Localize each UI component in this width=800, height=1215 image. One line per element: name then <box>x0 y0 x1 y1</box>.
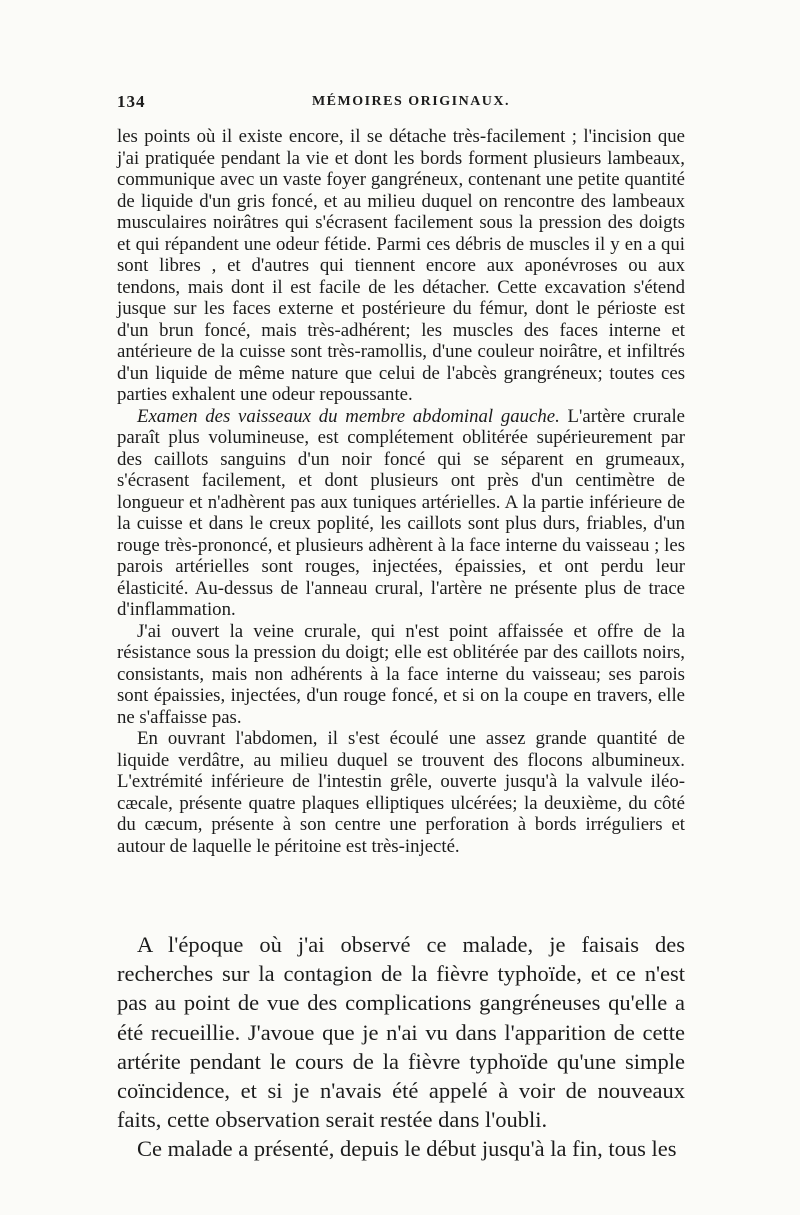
section-heading: Examen des vaisseaux du membre abdominal gauche. <box>137 405 560 427</box>
observation-paragraph: A l'époque où j'ai observé ce malade, je faisais des recherches sur la contagion de la fièvre typhoïde, et ce n'est pas au point de vue des complications gangréneuses qu'elle a été recueillie. J'avoue que je n'ai vu dans l'apparition de cette artérite pendant le cours de la fièvre typhoïde qu'une simple coïncidence, et si je n'avais été appelé à voir de nouveaux faits, cette observation serait restée dans l'oubli. <box>117 932 685 1133</box>
running-head: MÉMOIRES ORIGINAUX. <box>311 94 511 109</box>
large-text-block <box>117 930 685 1164</box>
continuation-paragraph: Ce malade a présenté, depuis le début jusqu'à la fin, tous les <box>137 1136 677 1162</box>
small-text-block <box>117 126 685 857</box>
vessels-text: L'artère crurale paraît plus volumineuse, est complétement oblitérée supérieurement par des caillots sanguins d'un noir foncé qui se séparent en grumeaux, s'écrasent facilement, et dont plusieurs ont près d'un centimètre de longueur et n'adhèrent pas aux tuniques artérielles. A la partie inférieure de la cuisse et dans le creux poplité, les caillots sont plus durs, friables, d'un rouge très-prononcé, et plusieurs adhèrent à la face interne du vaisseau ; les parois artérielles sont rouges, injectées, épaissies, et ont perdu leur élasticité. Au-dessus de l'anneau crural, l'artère ne présente plus de trace d'inflammation. <box>117 405 685 620</box>
autopsy-paragraph: les points où il existe encore, il se détache très-facilement ; l'incision que j'ai pratiquée pendant la vie et dont les bords forment plusieurs lambeaux, communique avec un vaste foyer gangréneux, contenant une petite quantité de liquide d'un gris foncé, et au milieu duquel on rencontre des lambeaux musculaires noirâtres qui s'écrasent facilement sous la pression des doigts et qui répandent une odeur fétide. Parmi ces débris de muscles il y en a qui sont libres , et d'autres qui tiennent encore aux aponévroses ou aux tendons, mais dont il est facile de les détacher. Cette excavation s'étend jusque sur les faces externe et postérieure du fémur, dont le périoste est d'un brun foncé, mais très-adhérent; les muscles des faces interne et antérieure de la cuisse sont très-ramollis, d'une couleur noirâtre, et infiltrés d'un liquide de même nature que celui de l'abcès grangréneux; toutes ces parties exhalent une odeur repoussante. <box>117 126 685 405</box>
vein-paragraph: J'ai ouvert la veine crurale, qui n'est point affaissée et offre de la résistance sous la pression du doigt; elle est oblitérée par des caillots noirs, consistants, mais non adhérents à la face interne du vaisseau; ses parois sont épaissies, injectées, d'un rouge foncé, et si on la coupe en travers, elle ne s'affaisse pas. <box>117 620 685 728</box>
page-number: 134 <box>117 92 146 111</box>
vessels-paragraph <box>117 406 685 621</box>
abdomen-paragraph: En ouvrant l'abdomen, il s'est écoulé une assez grande quantité de liquide verdâtre, au milieu duquel se trouvent des flocons albumineux. L'extrémité inférieure de l'intestin grêle, ouverte jusqu'à la valvule iléo-cæcale, présente quatre plaques elliptiques ulcérées; la deuxième, du côté du cæcum, présente à son centre une perforation à bords irréguliers et autour de laquelle le péritoine est très-injecté. <box>117 728 685 857</box>
page-header <box>117 92 687 118</box>
